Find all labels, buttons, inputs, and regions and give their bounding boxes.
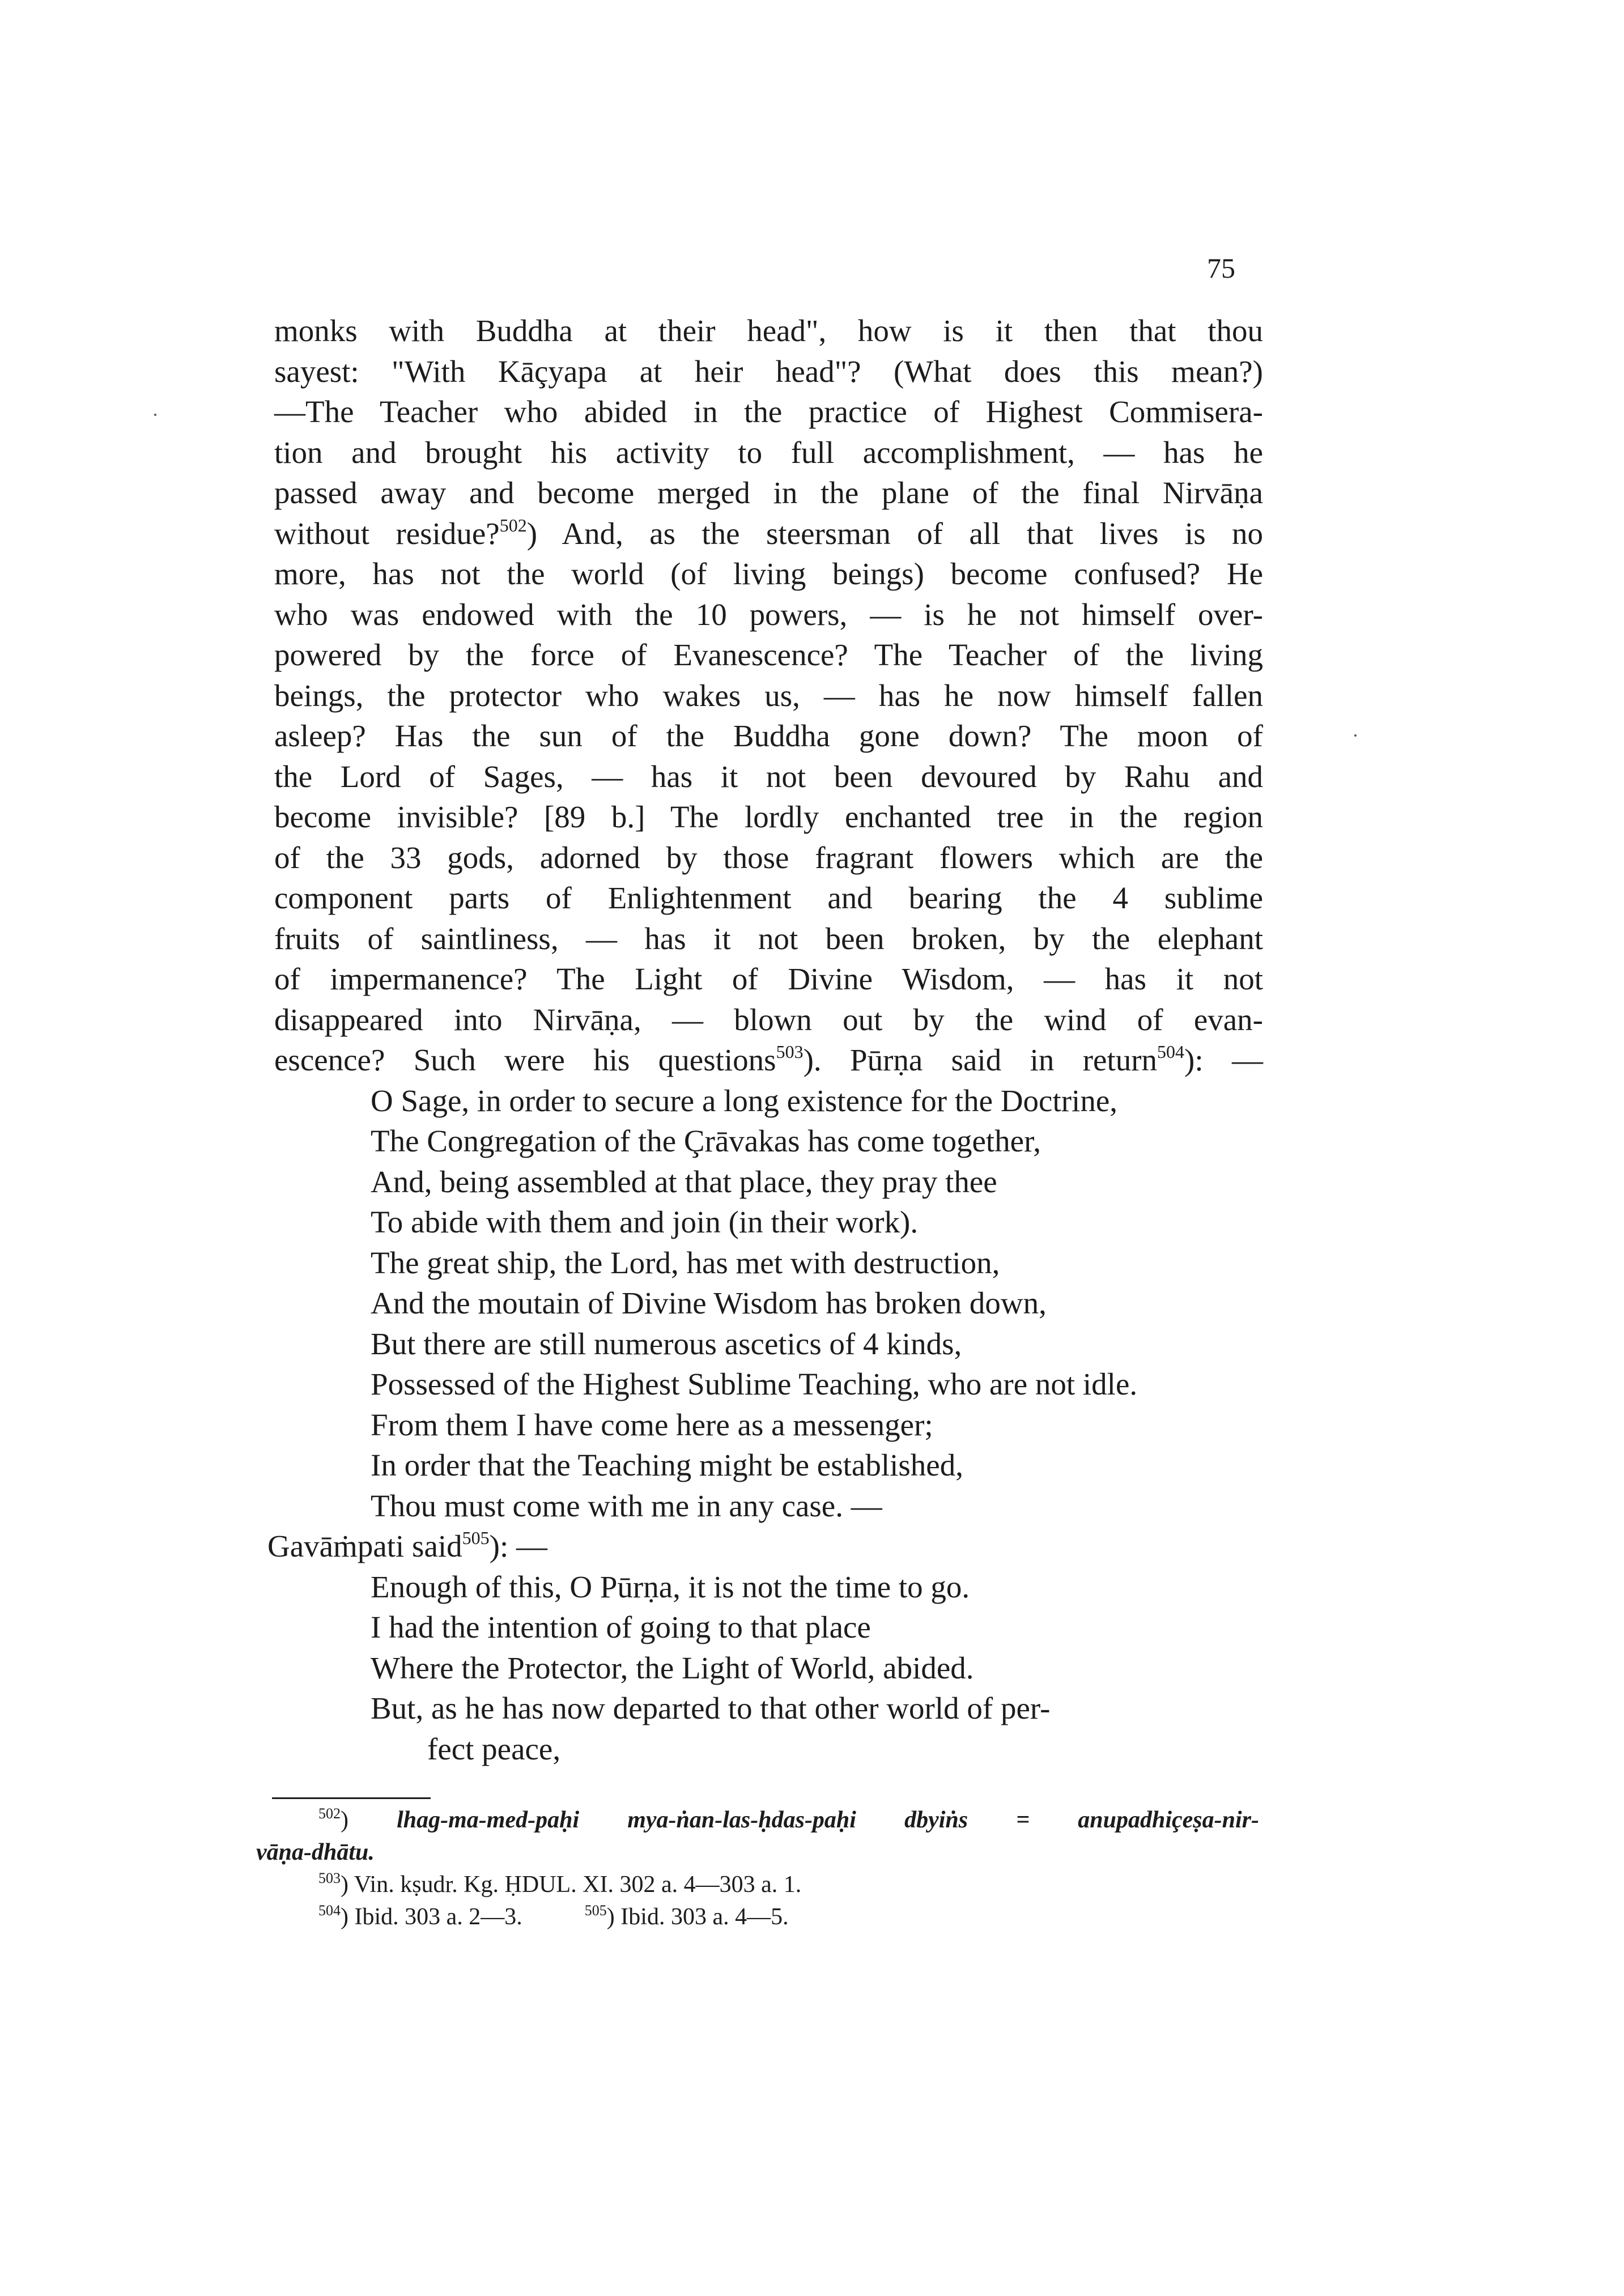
verse-line: And, being assembled at that place, they pray thee bbox=[371, 1164, 997, 1199]
footnote-number: 504 bbox=[318, 1902, 341, 1919]
footnote-504-505: $^{504}$) Ibid. 303 a. 2—3. $^{505}$) Ibid. 303 a. 4—5. bbox=[318, 1902, 789, 1930]
text-segment: ) And, as the steersman of all that lives is no bbox=[526, 516, 1263, 551]
prose-paragraph bbox=[274, 311, 1263, 1081]
footnote-number: 502 bbox=[318, 1805, 341, 1822]
speaker-line bbox=[267, 1526, 1263, 1567]
verse-line: Possessed of the Highest Sublime Teaching, who are not idle. bbox=[371, 1367, 1138, 1401]
verse-line: But, as he has now departed to that other world of per- bbox=[371, 1691, 1051, 1725]
verse-line: The Congregation of the Çrāvakas has come together, bbox=[371, 1124, 1041, 1158]
verse-line: Enough of this, O Pūrṇa, it is not the time to go. bbox=[371, 1569, 970, 1604]
text-line bbox=[274, 1040, 1263, 1081]
text-line: disappeared into Nirvāṇa, — blown out by the wind of evan- bbox=[274, 1002, 1263, 1037]
verse-line: fect peace, bbox=[427, 1731, 561, 1766]
footnotes bbox=[256, 1804, 1259, 1933]
text-segment: escence? Such were his questions bbox=[274, 1043, 776, 1077]
text-segment: ): — bbox=[489, 1529, 548, 1563]
text-line: powered by the force of Evanescence? The Teacher of the living bbox=[274, 637, 1263, 672]
text-line: tion and brought his activity to full accomplishment, — has he bbox=[274, 435, 1263, 470]
footnote-number: 505 bbox=[584, 1902, 607, 1919]
verse-line: O Sage, in order to secure a long existence for the Doctrine, bbox=[371, 1083, 1117, 1118]
page-number: 75 bbox=[1207, 252, 1235, 284]
footnote-text: lhag-ma-med-paḥi mya-ṅan-las-ḥdas-paḥi dbyiṅs = anupadhiçeṣa-nir- bbox=[397, 1807, 1259, 1833]
footnote-text: Vin. kṣudr. Kg. ḤDUL. XI. 302 a. 4—303 a. 1. bbox=[354, 1872, 802, 1898]
footnote-ref-502: 502 bbox=[499, 515, 527, 535]
footnote-502: $^{502}$) lhag-ma-med-paḥi mya-ṅan-las-ḥdas-paḥi dbyiṅs = anupadhiçeṣa-nir- bbox=[318, 1805, 1259, 1833]
main-text bbox=[267, 311, 1263, 1769]
verse-block-1 bbox=[371, 1081, 1263, 1527]
text-line: —The Teacher who abided in the practice of Highest Commisera- bbox=[274, 394, 1263, 429]
text-line: sayest: "With Kāçyapa at heir head"? (What does this mean?) bbox=[274, 354, 1263, 389]
verse-line: And the moutain of Divine Wisdom has broken down, bbox=[371, 1286, 1047, 1320]
text-line: become invisible? [89 b.] The lordly enchanted tree in the region bbox=[274, 800, 1263, 834]
text-segment: without residue? bbox=[274, 516, 500, 551]
text-line: asleep? Has the sun of the Buddha gone down? The moon of bbox=[274, 718, 1263, 753]
verse-line: In order that the Teaching might be established, bbox=[371, 1448, 963, 1482]
verse-line: The great ship, the Lord, has met with destruction, bbox=[371, 1245, 1000, 1280]
text-segment: ): — bbox=[1184, 1043, 1263, 1077]
text-line: component parts of Enlightenment and bearing the 4 sublime bbox=[274, 881, 1263, 915]
verse-block-2 bbox=[371, 1567, 1263, 1770]
verse-line: But there are still numerous ascetics of 4 kinds, bbox=[371, 1326, 962, 1361]
footnote-number: 503 bbox=[318, 1870, 341, 1886]
text-line: of the 33 gods, adorned by those fragrant flowers which are the bbox=[274, 840, 1263, 875]
text-line: beings, the protector who wakes us, — has he now himself fallen bbox=[274, 678, 1263, 713]
footnote-ref-505: 505 bbox=[462, 1528, 490, 1548]
text-line: more, has not the world (of living beings) become confused? He bbox=[274, 556, 1263, 591]
text-line: passed away and become merged in the plane of the final Nirvāṇa bbox=[274, 475, 1263, 510]
footnote-ref-504: 504 bbox=[1157, 1041, 1185, 1062]
footnote-502-cont bbox=[256, 1836, 1259, 1869]
footnote-ref-503: 503 bbox=[776, 1041, 804, 1062]
text-line: of impermanence? The Light of Divine Wisdom, — has it not bbox=[274, 962, 1263, 996]
text-line: fruits of saintliness, — has it not been broken, by the elephant bbox=[274, 921, 1263, 956]
verse-line: Thou must come with me in any case. — bbox=[371, 1488, 882, 1523]
paper-speck bbox=[154, 414, 156, 416]
verse-line: From them I have come here as a messenger; bbox=[371, 1407, 933, 1442]
verse-line: To abide with them and join (in their work). bbox=[371, 1205, 919, 1239]
paper-speck bbox=[1354, 734, 1357, 737]
text-line: who was endowed with the 10 powers, — is he not himself over- bbox=[274, 597, 1263, 632]
verse-line: I had the intention of going to that place bbox=[371, 1610, 871, 1644]
footnote-text: vāṇa-dhātu. bbox=[256, 1839, 375, 1865]
text-line: monks with Buddha at their head", how is it then that thou bbox=[274, 313, 1263, 348]
verse-line: Where the Protector, the Light of World, abided. bbox=[371, 1650, 974, 1685]
footnote-text: Ibid. 303 a. 4—5. bbox=[620, 1904, 789, 1930]
footnote-text: Ibid. 303 a. 2—3. bbox=[354, 1904, 522, 1930]
footnote-separator bbox=[272, 1797, 431, 1799]
text-line bbox=[274, 513, 1263, 554]
footnote-503: $^{503}$) Vin. kṣudr. Kg. ḤDUL. XI. 302 a. 4—303 a. 1. bbox=[318, 1870, 802, 1898]
text-line: the Lord of Sages, — has it not been devoured by Rahu and bbox=[274, 759, 1263, 794]
speaker-name: Gavāṁpati said bbox=[267, 1529, 462, 1563]
text-segment: ). Pūrṇa said in return bbox=[803, 1043, 1158, 1077]
